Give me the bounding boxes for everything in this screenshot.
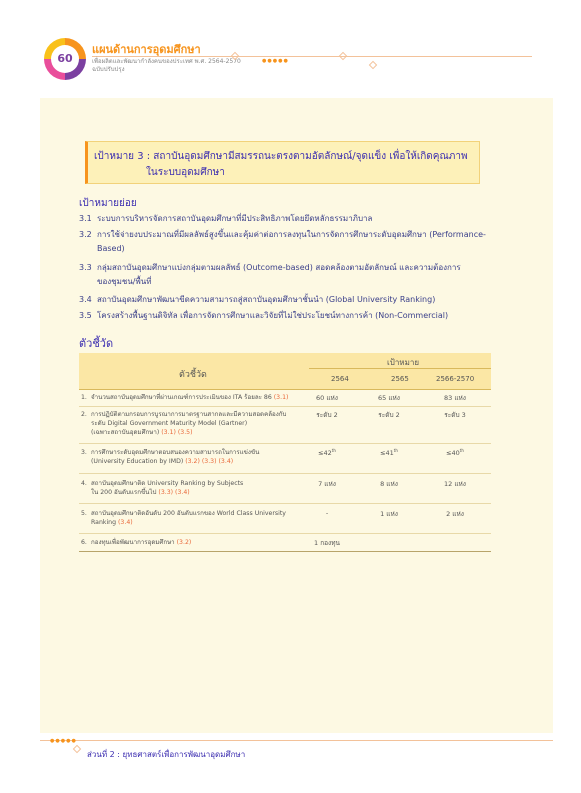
target-value: ระดับ 3 [444,411,466,419]
goal-title: เป้าหมาย 3 : สถาบันอุดมศึกษามีสมรรถนะตรงตามอัตลักษณ์/จุดแข็ง เพื่อให้เกิดคุณภาพ [94,151,468,162]
row-number: 1. [81,394,87,401]
table-bottom-rule [79,551,491,552]
target-value: 8 แห่ง [380,480,398,488]
indicator-text: การปฏิบัติตามกรอบการบูรณาการมาตรฐานสากลและมีความสอดคล้องกับ ระดับ Digital Government Maturity Model (Gartner) (เฉพาะสถาบันอุดมศึกษา) (3.1) (3.5) [91,411,287,436]
table-header-band [79,353,491,389]
column-header-year: 2565 [391,375,409,383]
sub-goals-heading: เป้าหมายย่อย [79,198,137,209]
row-divider [79,443,491,444]
document-edition: ฉบับปรับปรุง [92,66,125,73]
row-number: 2. [81,411,87,418]
page-number-badge [44,38,86,80]
sub-goal-number: 3.1 [79,214,92,223]
indicator-text: กองทุนเพื่อพัฒนาการอุดมศึกษา (3.2) [91,539,192,546]
indicator-text: จำนวนสถาบันอุดมศึกษาที่ผ่านเกณฑ์การประเมินของ ITA ร้อยละ 86 (3.1) [91,394,289,401]
sub-goal-text: โครงสร้างพื้นฐานดิจิทัล เพื่อการจัดการศึกษาและวิจัยที่ไม่ใช่ประโยชน์ทางการค้า (Non-Commercial) [97,311,449,320]
sub-goal-number: 3.2 [79,230,92,239]
target-value: 12 แห่ง [444,480,466,488]
row-number: 6. [81,539,87,546]
reference-tag: (3.1) (3.5) [161,429,193,436]
target-value: 83 แห่ง [444,394,466,402]
header-dots-decoration: ●●●●● [262,58,289,64]
goal-title-continued: ในระบบอุดมศึกษา [146,167,225,178]
reference-tag: (3.4) [118,519,133,526]
row-number: 3. [81,449,87,456]
reference-tag: (3.3) (3.4) [158,489,190,496]
indicator-text: สถาบันอุดมศึกษาติดอันดับ 200 อันดับแรกของ World Class University Ranking (3.4) [91,510,286,526]
target-value: ระดับ 2 [316,411,338,419]
sub-goal-text: ระบบการบริหารจัดการสถาบันอุดมศึกษาที่มีประสิทธิภาพโดยยึดหลักธรรมาภิบาล [97,214,373,223]
document-subtitle: เพื่อผลิตและพัฒนากำลังคนของประเทศ พ.ศ. 2564-2570 [92,58,241,65]
column-header-target: เป้าหมาย [387,358,420,367]
row-number: 4. [81,480,87,487]
page-header [0,0,581,88]
row-divider [79,473,491,474]
target-value: 60 แห่ง [316,394,338,402]
row-divider [79,503,491,504]
goal-box [85,141,480,184]
column-header-indicator: ตัวชี้วัด [179,370,207,380]
footer-divider [40,740,553,741]
target-value: 65 แห่ง [378,394,400,402]
sub-goal-number: 3.3 [79,263,92,272]
row-number: 5. [81,510,87,517]
sub-goal-number: 3.5 [79,311,92,320]
target-value: 2 แห่ง [446,510,464,518]
target-value: ระดับ 2 [378,411,400,419]
footer-diamond-decoration [73,745,81,753]
target-value: ≤42th [318,448,336,458]
target-value: ≤40th [446,448,464,458]
indicator-text: สถาบันอุดมศึกษาติด University Ranking by Subjects ใน 200 อันดับแรกขึ้นไป (3.3) (3.4) [91,480,244,496]
indicators-heading: ตัวชี้วัด [79,337,114,350]
indicator-text: การศึกษาระดับอุดมศึกษาตอบสนองความสามารถในการแข่งขัน (University Education by IMD) (3.2) (3.3) (3.4) [91,449,260,465]
footer-dots-decoration: ●●●●● [50,738,77,744]
header-divider [309,368,491,369]
column-header-year: 2564 [331,375,349,383]
target-value: - [325,509,329,517]
sub-goal-text: สถาบันอุดมศึกษาพัฒนาขีดความสามารถสู่สถาบันอุดมศึกษาชั้นนำ (Global University Ranking) [97,295,436,304]
sub-goal-text-continued: Based) [97,244,125,253]
sub-goal-number: 3.4 [79,295,92,304]
header-diamond-decoration [339,52,347,60]
sub-goal-text: กลุ่มสถาบันอุดมศึกษาแบ่งกลุ่มตามผลลัพธ์ (Outcome-based) สอดคล้องตามอัตลักษณ์ และความต้องการ [97,263,461,272]
row-divider [79,406,491,407]
footer-section-title: ส่วนที่ 2 : ยุทธศาสตร์เพื่อการพัฒนาอุดมศึกษา [87,750,246,759]
page-number: 60 [51,45,79,73]
reference-tag: (3.2) (3.3) (3.4) [185,458,234,465]
row-divider [79,533,491,534]
sub-goal-text-continued: ของชุมชน/พื้นที่ [97,277,152,286]
document-title: แผนด้านการอุดมศึกษา [92,43,201,56]
target-value: ≤41th [380,448,398,458]
reference-tag: (3.2) [176,539,192,546]
header-bottom-rule [79,389,491,390]
target-value: 7 แห่ง [318,480,336,488]
indicators-table [79,353,491,553]
reference-tag: (3.1) [273,394,289,401]
header-diamond-decoration [369,61,377,69]
column-header-year: 2566-2570 [436,375,475,383]
target-value: 1 แห่ง [380,510,398,518]
target-value: 1 กองทุน [314,539,340,547]
sub-goal-text: การใช้จ่ายงบประมาณที่มีผลลัพธ์สูงขึ้นและคุ้มค่าต่อการลงทุนในการจัดการศึกษาระดับอุดมศึกษา (Performance- [97,230,486,239]
